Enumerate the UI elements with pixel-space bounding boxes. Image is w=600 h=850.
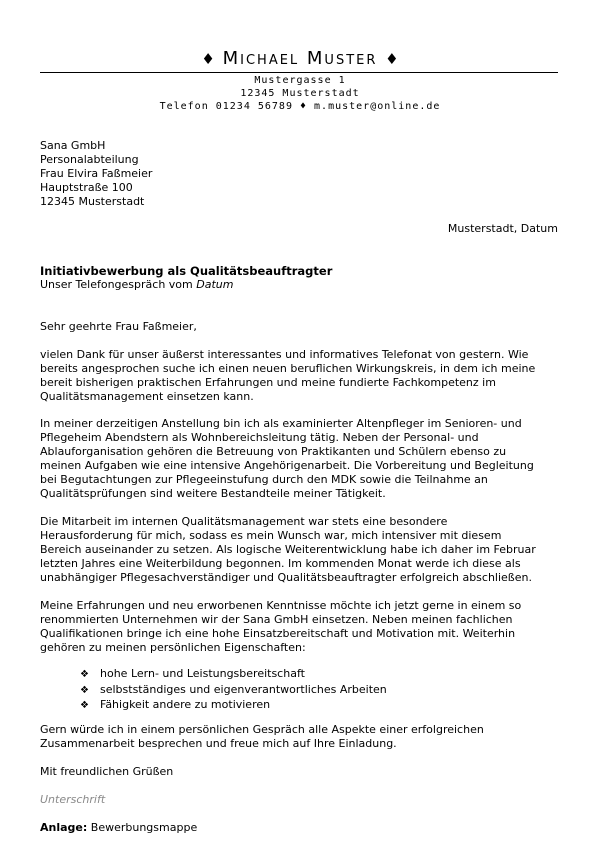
paragraph-line: bereits angesprochen suche ich einen neuen beruflichen Wirkungskreis, in dem ich meine (40, 362, 536, 375)
paragraph-line: Zusammenarbeit besprechen und freue mich auf Ihre Einladung. (40, 737, 397, 750)
paragraph-line: Qualitätsprüfungen sind weitere Bestandteile meiner Tätigkeit. (40, 487, 386, 500)
paragraph-line: vielen Dank für unser äußerst interessantes und informatives Telefonat von gestern. Wie (40, 348, 529, 361)
recipient-city: 12345 Musterstadt (40, 195, 145, 208)
subject-reference (40, 278, 560, 292)
diamond-right-icon: ♦ (385, 50, 399, 68)
paragraph-line: Die Mitarbeit im internen Qualitätsmanagement war stets eine besondere (40, 515, 448, 528)
enclosure-value: Bewerbungsmappe (90, 821, 198, 834)
diamond-bullet-icon: ❖ (80, 669, 89, 680)
paragraph-1 (40, 348, 565, 404)
recipient-address (40, 139, 560, 209)
paragraph-line: Pflegeheim Abendstern als Wohnbereichsleitung tätig. Neben der Personal- und (40, 431, 479, 444)
signature-placeholder: Unterschrift (40, 793, 106, 806)
paragraph-line: Meine Erfahrungen und neu erworbenen Kenntnisse möchte ich jetzt gerne in einem so (40, 599, 522, 612)
list-item (80, 698, 387, 714)
paragraph-line: letzten Jahres eine Weiterbildung begonnen. Im kommenden Monat werde ich diese als (40, 557, 521, 570)
recipient-department: Personalabteilung (40, 153, 139, 166)
diamond-bullet-icon: ❖ (80, 700, 89, 711)
paragraph-4 (40, 599, 565, 655)
sender-street: Mustergasse 1 (254, 75, 346, 86)
list-item-label: Fähigkeit andere zu motivieren (100, 698, 271, 711)
sender-contact: Telefon 01234 56789 ♦ m.muster@online.de (159, 101, 441, 112)
paragraph-3 (40, 515, 565, 585)
paragraph-line: meinen Aufgaben wie eine intensive Angehörigenarbeit. Die Vorbereitung und Begleitung (40, 459, 534, 472)
sender-name: Michael Muster (222, 48, 378, 69)
list-item (80, 667, 387, 683)
sender-city: 12345 Musterstadt (240, 88, 360, 99)
paragraph-line: In meiner derzeitigen Anstellung bin ich als examinierter Altenpfleger im Senioren- und (40, 417, 522, 430)
greeting: Mit freundlichen Grüßen (40, 765, 174, 778)
diamond-left-icon: ♦ (201, 50, 215, 68)
paragraph-line: Qualitätsmanagement einsetzen kann. (40, 390, 254, 403)
paragraph-line: Gern würde ich in einem persönlichen Gespräch alle Aspekte einer erfolgreichen (40, 723, 484, 736)
paragraph-2 (40, 417, 565, 501)
subject-reference-date: Datum (196, 278, 234, 291)
paragraph-line: bei Begutachtungen zur Pflegeeinstufung durch den MDK sowie die Teilnahme an (40, 473, 488, 486)
enclosure (40, 821, 197, 834)
subject-reference-prefix: Unser Telefongespräch vom (40, 278, 197, 291)
paragraph-line: Herausforderung für mich, sodass es mein Wunsch war, mich intensiver mit diesem (40, 529, 502, 542)
closing-paragraph (40, 723, 565, 751)
place-date: Musterstadt, Datum (447, 222, 558, 235)
paragraph-line: Qualifikationen bringe ich eine hohe Einsatzbereitschaft und Motivation mit. Weiterhin (40, 627, 516, 640)
header-divider (40, 72, 558, 73)
enclosure-label: Anlage: (40, 821, 88, 834)
recipient-company: Sana GmbH (40, 139, 106, 152)
paragraph-line: renommierten Unternehmen wir der Sana GmbH einsetzen. Neben meinen fachlichen (40, 613, 513, 626)
recipient-street: Hauptstraße 100 (40, 181, 133, 194)
list-item-label: hohe Lern- und Leistungsbereitschaft (100, 667, 305, 680)
subject-title: Initiativbewerbung als Qualitätsbeauftragter (40, 264, 333, 278)
sender-name-heading (0, 48, 600, 70)
paragraph-line: gehören zu meinen persönlichen Eigenschaften: (40, 641, 306, 654)
qualities-list (80, 667, 387, 714)
list-item (80, 683, 387, 699)
paragraph-line: bereit bisherigen praktischen Erfahrungen und meine fundierte Fachkompetenz im (40, 376, 496, 389)
diamond-bullet-icon: ❖ (80, 684, 89, 696)
paragraph-line: Ablauforganisation gehören die Betreuung von Praktikanten und Schülern ebenso zu (40, 445, 507, 458)
paragraph-line: Bereich auseinander zu setzen. Als logische Weiterentwicklung habe ich daher im Februar (40, 543, 536, 556)
paragraph-line: unabhängiger Pflegesachverständiger und Qualitätsbeauftragter erfolgreich abschließen. (40, 571, 532, 584)
subject-block (40, 264, 560, 292)
list-item-label: selbstständiges und eigenverantwortliches Arbeiten (100, 682, 387, 696)
salutation: Sehr geehrte Frau Faßmeier, (40, 320, 197, 333)
recipient-person: Frau Elvira Faßmeier (40, 167, 153, 180)
